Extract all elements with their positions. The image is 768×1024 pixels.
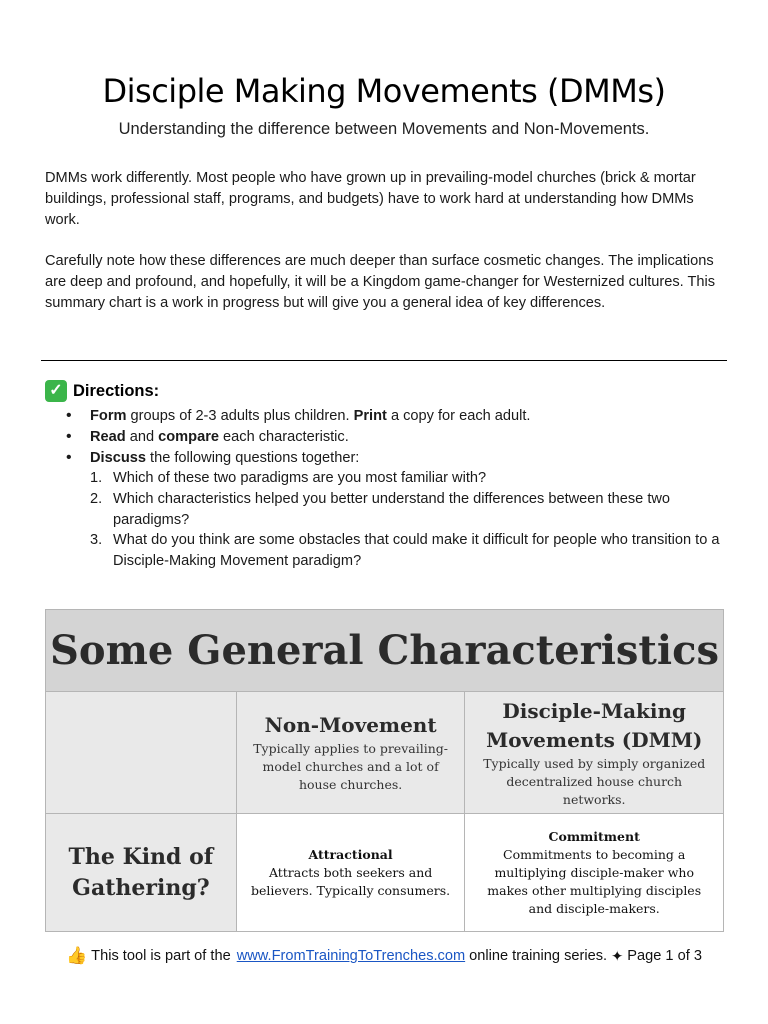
question-number: 3. (90, 532, 103, 549)
directions-heading-text: Directions: (73, 381, 160, 400)
directions-heading (45, 380, 159, 402)
column-subtitle: Typically applies to prevailing-model churches and a lot of house churches. (253, 741, 448, 792)
page-subtitle: Understanding the difference between Movements and Non-Movements. (118, 120, 650, 138)
bullet-keyword: compare (158, 428, 219, 445)
cell-title: Attractional (308, 846, 393, 862)
website-link[interactable]: www.FromTrainingToTrenches.com (236, 948, 466, 964)
question-item (90, 489, 720, 531)
discussion-questions (90, 468, 720, 572)
characteristics-table (45, 609, 724, 932)
row-header-gathering: The Kind of Gathering? (46, 814, 237, 932)
directions-bullet (66, 448, 726, 469)
column-title: Non-Movement (264, 713, 437, 737)
bullet-text: the following questions together: (145, 449, 360, 466)
table-title: Some General Characteristics (46, 610, 724, 692)
bullet-text: groups of 2-3 adults plus children. (126, 408, 354, 424)
page-number: Page 1 of 3 (627, 948, 702, 964)
intro-paragraph-2: Carefully note how these differences are much deeper than surface cosmetic changes. The implications are deep and profound, and hopefully, it will be a Kingdom game-changer for Westernized cultures. This summary chart is a work in progress but will give you a general idea of key differences. (45, 253, 716, 311)
cell-text: Commitments to becoming a multiplying disciple-maker who makes other multiplying disciples and disciple-makers. (487, 846, 702, 916)
star-icon: ✦ (611, 948, 624, 965)
cell-text: Attracts both seekers and believers. Typically consumers. (251, 864, 451, 898)
bullet-text: each characteristic. (219, 428, 349, 445)
column-header-non-movement (236, 692, 465, 814)
column-title: Disciple-Making Movements (DMM) (486, 698, 703, 752)
intro-paragraph-1: DMMs work differently. Most people who have grown up in prevailing-model churches (brick & mortar buildings, professional staff, programs, and budgets) have to work hard at understanding how DMMs work. (45, 170, 696, 228)
footer-suffix: online training series. (469, 948, 608, 964)
directions-bullet (66, 427, 726, 448)
bullet-keyword: Read (90, 428, 126, 445)
table-corner-cell (46, 692, 237, 814)
question-text: Which characteristics helped you better understand the differences between these two paradigms? (113, 490, 671, 528)
bullet-text: and (125, 428, 159, 445)
footer-prefix: This tool is part of the (91, 948, 231, 964)
table-cell (465, 814, 724, 932)
question-item (90, 468, 720, 489)
question-number: 1. (90, 470, 103, 486)
bullet-keyword: Print (353, 408, 387, 424)
bullet-keyword: Discuss (90, 449, 146, 466)
thumbs-up-icon: 👍 (66, 946, 88, 965)
check-mark-icon: ✓ (45, 380, 67, 402)
question-text: What do you think are some obstacles that could make it difficult for people who transition to a Disciple-Making Movement paradigm? (113, 532, 720, 570)
column-header-dmm (465, 692, 724, 814)
directions-bullet (66, 406, 726, 427)
directions-list (66, 406, 726, 468)
section-divider (41, 360, 727, 361)
column-subtitle: Typically used by simply organized decentralized house church networks. (483, 755, 706, 807)
question-item (90, 530, 720, 572)
bullet-keyword: Form (90, 408, 127, 424)
page-title: Disciple Making Movements (DMMs) (102, 72, 666, 110)
table-cell (236, 814, 465, 932)
page-footer (66, 946, 702, 966)
question-number: 2. (90, 490, 103, 507)
cell-title: Commitment (548, 828, 640, 844)
bullet-text: a copy for each adult. (386, 408, 531, 424)
question-text: Which of these two paradigms are you most familiar with? (113, 470, 487, 486)
